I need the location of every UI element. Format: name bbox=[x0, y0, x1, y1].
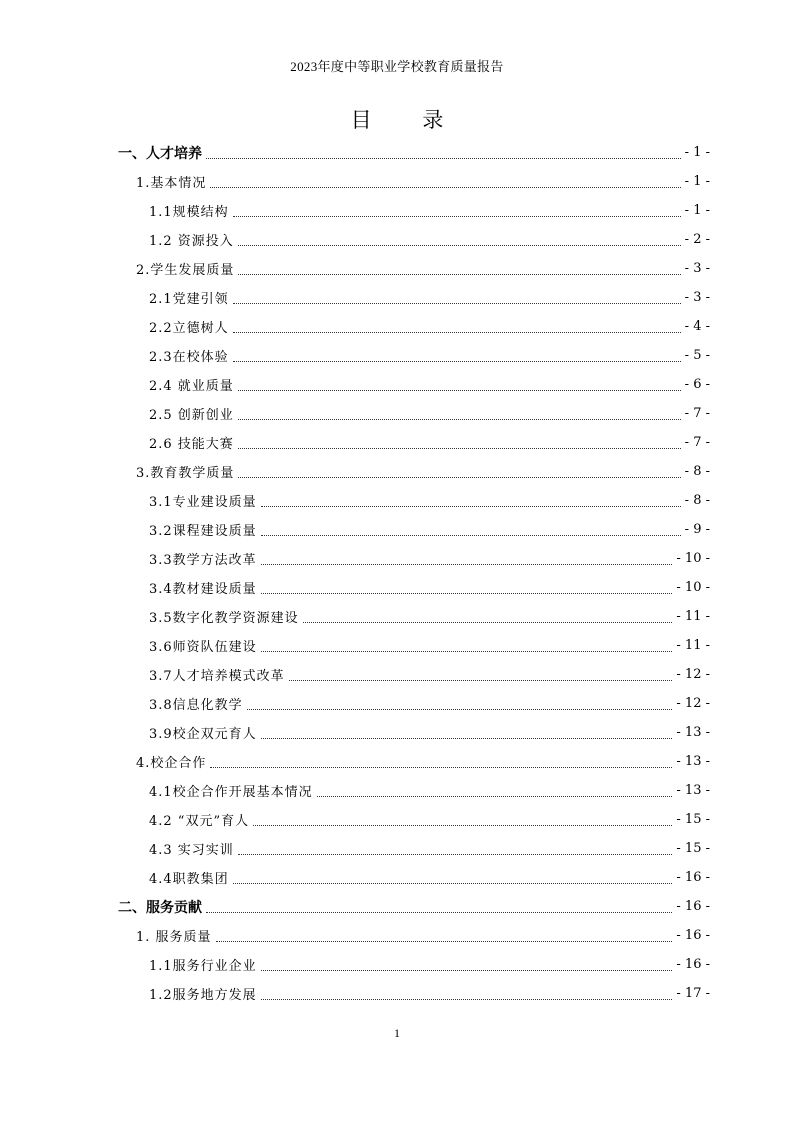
toc-entry[interactable] bbox=[118, 254, 710, 283]
toc-entry-label: 1.2 资源投入 bbox=[149, 234, 234, 249]
toc-entry-page: - 15 - bbox=[676, 841, 710, 856]
toc-entry-page: - 12 - bbox=[676, 667, 710, 682]
toc-entry-page: - 13 - bbox=[676, 725, 710, 740]
toc-entry[interactable] bbox=[118, 167, 710, 196]
toc-entry[interactable] bbox=[118, 689, 710, 718]
toc-entry-label: 3.5数字化教学资源建设 bbox=[149, 611, 299, 626]
toc-entry-page: - 1 - bbox=[684, 203, 710, 218]
toc-dot-leader bbox=[238, 418, 681, 420]
toc-entry[interactable] bbox=[118, 515, 710, 544]
toc-entry-label: 2.2立德树人 bbox=[149, 321, 229, 336]
toc-entry-page: - 11 - bbox=[676, 638, 710, 653]
table-of-contents bbox=[118, 138, 710, 1008]
toc-entry[interactable] bbox=[118, 892, 710, 921]
toc-entry[interactable] bbox=[118, 921, 710, 950]
toc-entry[interactable] bbox=[118, 776, 710, 805]
toc-entry-page: - 16 - bbox=[676, 928, 710, 943]
toc-entry-page: - 7 - bbox=[684, 435, 710, 450]
toc-entry-label: 3.9校企双元育人 bbox=[149, 727, 257, 742]
toc-entry-label: 3.7人才培养模式改革 bbox=[149, 669, 285, 684]
toc-entry-page: - 8 - bbox=[684, 493, 710, 508]
toc-entry-label: 4.3 实习实训 bbox=[149, 843, 234, 858]
toc-entry-label: 3.教育教学质量 bbox=[136, 466, 235, 481]
toc-entry[interactable] bbox=[118, 544, 710, 573]
toc-entry-label: 3.4教材建设质量 bbox=[149, 582, 257, 597]
toc-dot-leader bbox=[238, 273, 680, 275]
toc-entry-page: - 10 - bbox=[676, 551, 710, 566]
toc-entry-label: 2.1党建引领 bbox=[149, 292, 229, 307]
toc-entry-page: - 17 - bbox=[676, 986, 710, 1001]
toc-dot-leader bbox=[206, 911, 672, 913]
toc-entry-page: - 7 - bbox=[684, 406, 710, 421]
toc-entry-page: - 2 - bbox=[684, 232, 710, 247]
toc-dot-leader bbox=[210, 186, 680, 188]
page-number: 1 bbox=[394, 1026, 400, 1040]
toc-entry-page: - 9 - bbox=[684, 522, 710, 537]
toc-dot-leader bbox=[216, 940, 673, 942]
toc-title: 目 录 bbox=[350, 108, 466, 132]
toc-entry-page: - 1 - bbox=[684, 174, 710, 189]
toc-dot-leader bbox=[238, 853, 673, 855]
toc-entry-page: - 1 - bbox=[684, 145, 710, 160]
toc-entry-label: 3.2课程建设质量 bbox=[149, 524, 257, 539]
toc-entry-label: 3.3教学方法改革 bbox=[149, 553, 257, 568]
toc-entry-label: 二、服务贡献 bbox=[118, 899, 202, 916]
toc-entry-label: 4.1校企合作开展基本情况 bbox=[149, 785, 313, 800]
page-header: 2023年度中等职业学校教育质量报告 bbox=[290, 59, 504, 74]
toc-entry[interactable] bbox=[118, 225, 710, 254]
toc-entry[interactable] bbox=[118, 660, 710, 689]
toc-entry-label: 2.6 技能大赛 bbox=[149, 437, 234, 452]
toc-entry[interactable] bbox=[118, 283, 710, 312]
toc-entry-page: - 6 - bbox=[684, 377, 710, 392]
toc-entry-page: - 3 - bbox=[684, 290, 710, 305]
toc-entry[interactable] bbox=[118, 631, 710, 660]
toc-dot-leader bbox=[261, 969, 673, 971]
toc-dot-leader bbox=[233, 302, 681, 304]
toc-dot-leader bbox=[253, 824, 672, 826]
toc-entry[interactable] bbox=[118, 863, 710, 892]
toc-entry[interactable] bbox=[118, 486, 710, 515]
toc-dot-leader bbox=[206, 157, 681, 159]
toc-dot-leader bbox=[261, 650, 673, 652]
toc-dot-leader bbox=[261, 998, 673, 1000]
toc-dot-leader bbox=[289, 679, 673, 681]
toc-entry-page: - 8 - bbox=[684, 464, 710, 479]
toc-entry-page: - 13 - bbox=[676, 754, 710, 769]
toc-entry[interactable] bbox=[118, 573, 710, 602]
toc-entry-label: 4.校企合作 bbox=[136, 756, 207, 771]
toc-entry-label: 1.1规模结构 bbox=[149, 205, 229, 220]
toc-dot-leader bbox=[233, 882, 673, 884]
toc-entry-label: 1.1服务行业企业 bbox=[149, 959, 257, 974]
toc-entry[interactable] bbox=[118, 805, 710, 834]
toc-dot-leader bbox=[238, 244, 681, 246]
toc-dot-leader bbox=[247, 708, 673, 710]
toc-entry[interactable] bbox=[118, 370, 710, 399]
toc-entry[interactable] bbox=[118, 399, 710, 428]
toc-dot-leader bbox=[233, 360, 681, 362]
toc-entry-label: 4.2 “双元”育人 bbox=[149, 814, 250, 829]
toc-entry-page: - 13 - bbox=[676, 783, 710, 798]
toc-entry[interactable] bbox=[118, 834, 710, 863]
toc-dot-leader bbox=[317, 795, 673, 797]
toc-entry-label: 4.4职教集团 bbox=[149, 872, 229, 887]
toc-entry[interactable] bbox=[118, 196, 710, 225]
toc-entry-label: 1.基本情况 bbox=[136, 176, 207, 191]
toc-entry[interactable] bbox=[118, 341, 710, 370]
toc-dot-leader bbox=[238, 447, 681, 449]
toc-dot-leader bbox=[303, 621, 673, 623]
toc-entry-label: 2.3在校体验 bbox=[149, 350, 229, 365]
toc-dot-leader bbox=[233, 331, 681, 333]
toc-entry-page: - 15 - bbox=[676, 812, 710, 827]
toc-entry-page: - 16 - bbox=[676, 957, 710, 972]
toc-entry-page: - 11 - bbox=[676, 609, 710, 624]
toc-entry[interactable] bbox=[118, 138, 710, 167]
toc-entry-page: - 10 - bbox=[676, 580, 710, 595]
toc-dot-leader bbox=[261, 534, 681, 536]
toc-entry-label: 3.1专业建设质量 bbox=[149, 495, 257, 510]
toc-entry-page: - 5 - bbox=[684, 348, 710, 363]
toc-entry[interactable] bbox=[118, 747, 710, 776]
toc-entry-label: 2.5 创新创业 bbox=[149, 408, 234, 423]
toc-entry-page: - 16 - bbox=[676, 870, 710, 885]
toc-dot-leader bbox=[233, 215, 681, 217]
toc-entry-page: - 12 - bbox=[676, 696, 710, 711]
toc-dot-leader bbox=[238, 476, 680, 478]
toc-dot-leader bbox=[261, 563, 673, 565]
toc-entry-label: 1. 服务质量 bbox=[136, 930, 212, 945]
toc-entry-label: 3.6师资队伍建设 bbox=[149, 640, 257, 655]
toc-entry-label: 1.2服务地方发展 bbox=[149, 988, 257, 1003]
toc-entry[interactable] bbox=[118, 602, 710, 631]
toc-entry-label: 3.8信息化教学 bbox=[149, 698, 243, 713]
toc-entry[interactable] bbox=[118, 950, 710, 979]
toc-entry[interactable] bbox=[118, 718, 710, 747]
toc-dot-leader bbox=[210, 766, 672, 768]
toc-dot-leader bbox=[261, 505, 681, 507]
toc-entry-label: 2.学生发展质量 bbox=[136, 263, 235, 278]
toc-dot-leader bbox=[261, 592, 673, 594]
toc-dot-leader bbox=[261, 737, 673, 739]
toc-dot-leader bbox=[238, 389, 681, 391]
toc-entry-page: - 16 - bbox=[676, 899, 710, 914]
toc-entry-label: 一、人才培养 bbox=[118, 145, 202, 162]
toc-entry[interactable] bbox=[118, 428, 710, 457]
toc-entry-label: 2.4 就业质量 bbox=[149, 379, 234, 394]
toc-entry-page: - 4 - bbox=[684, 319, 710, 334]
toc-entry[interactable] bbox=[118, 457, 710, 486]
toc-entry-page: - 3 - bbox=[684, 261, 710, 276]
toc-entry[interactable] bbox=[118, 979, 710, 1008]
toc-entry[interactable] bbox=[118, 312, 710, 341]
